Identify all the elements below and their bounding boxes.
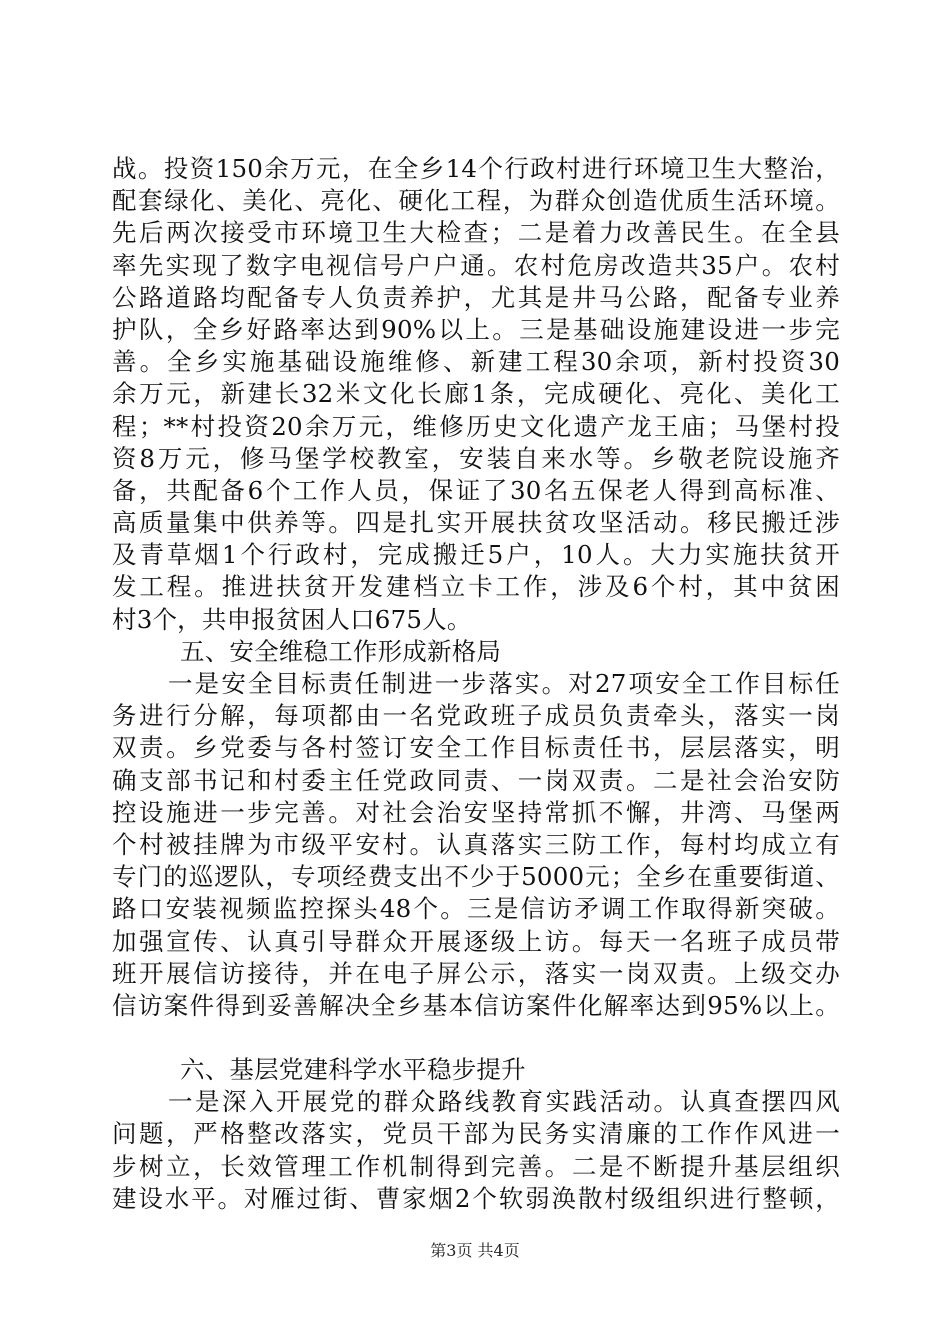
paragraph-line: 班开展信访接待，并在电子屏公示，落实一岗双责。上级交办	[112, 958, 840, 988]
paragraph-line: 问题，严格整改落实，党员干部为民务实清廉的工作作风进一	[112, 1119, 840, 1149]
section-heading-5: 五、安全维稳工作形成新格局	[180, 636, 502, 666]
paragraph-line: 余万元，新建长32米文化长廊1条，完成硬化、亮化、美化工	[112, 379, 840, 409]
document-body	[112, 153, 840, 1215]
paragraph-line: 专门的巡逻队，专项经费支出不少于5000元；全乡在重要街道、	[112, 862, 840, 892]
paragraph-line: 个村被挂牌为市级平安村。认真落实三防工作，每村均成立有	[112, 829, 840, 859]
paragraph-line: 备，共配备6个工作人员，保证了30名五保老人得到高标准、	[112, 475, 840, 505]
paragraph-line: 确支部书记和村委主任党政同责、一岗双责。二是社会治安防	[112, 765, 840, 795]
paragraph-line: 战。投资150余万元，在全乡14个行政村进行环境卫生大整治，	[112, 154, 840, 183]
paragraph-line: 加强宣传、认真引导群众开展逐级上访。每天一名班子成员带	[112, 926, 840, 956]
paragraph-line: 公路道路均配备专人负责养护，尤其是井马公路，配备专业养	[112, 282, 840, 312]
paragraph-line: 率先实现了数字电视信号户户通。农村危房改造共35户。农村	[112, 250, 840, 280]
paragraph-line: 高质量集中供养等。四是扎实开展扶贫攻坚活动。移民搬迁涉	[112, 508, 840, 538]
paragraph-line: 村3个，共申报贫困人口675人。	[112, 604, 472, 634]
paragraph-line: 步树立，长效管理工作机制得到完善。二是不断提升基层组织	[112, 1151, 840, 1181]
paragraph-line: 先后两次接受市环境卫生大检查；二是着力改善民生。在全县	[112, 218, 840, 248]
paragraph-line: 护队，全乡好路率达到90%以上。三是基础设施建设进一步完	[112, 314, 840, 344]
paragraph-line: 信访案件得到妥善解决全乡基本信访案件化解率达到95%以上。	[112, 990, 840, 1020]
paragraph-line: 建设水平。对雁过街、曹家烟2个软弱涣散村级组织进行整顿，	[112, 1183, 840, 1213]
paragraph-gap	[112, 1022, 840, 1054]
paragraph-line: 程；**村投资20余万元，维修历史文化遗产龙王庙；马堡村投	[112, 411, 840, 441]
paragraph-line: 路口安装视频监控探头48个。三是信访矛调工作取得新突破。	[112, 894, 840, 924]
paragraph-line: 务进行分解，每项都由一名党政班子成员负责牵头，落实一岗	[112, 701, 840, 731]
section-heading-6: 六、基层党建科学水平稳步提升	[180, 1055, 526, 1085]
page-number-footer: 第3页 共4页	[430, 1241, 520, 1260]
paragraph-line: 资8万元，修马堡学校教室，安装自来水等。乡敬老院设施齐	[112, 443, 840, 473]
paragraph-line: 双责。乡党委与各村签订安全工作目标责任书，层层落实，明	[112, 733, 840, 763]
paragraph-line: 一是深入开展党的群众路线教育实践活动。认真查摆四风	[168, 1087, 840, 1117]
paragraph-line: 善。全乡实施基础设施维修、新建工程30余项，新村投资30	[112, 347, 840, 377]
paragraph-line: 一是安全目标责任制进一步落实。对27项安全工作目标任	[168, 669, 840, 698]
paragraph-line: 发工程。推进扶贫开发建档立卡工作，涉及6个村，其中贫困	[112, 572, 840, 602]
paragraph-line: 及青草烟1个行政村，完成搬迁5户，10人。大力实施扶贫开	[112, 540, 840, 570]
paragraph-line: 控设施进一步完善。对社会治安坚持常抓不懈，井湾、马堡两	[112, 797, 840, 827]
paragraph-line: 配套绿化、美化、亮化、硬化工程，为群众创造优质生活环境。	[112, 186, 840, 216]
